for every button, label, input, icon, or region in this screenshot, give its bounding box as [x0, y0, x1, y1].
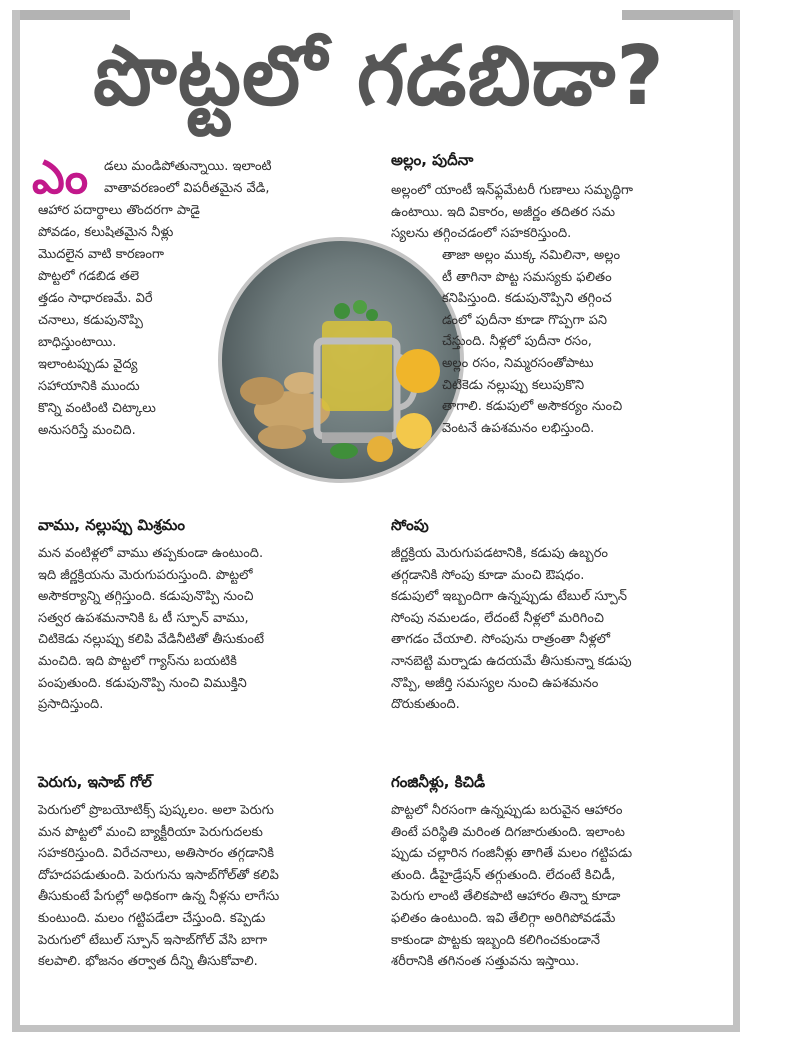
- ginger-root: [258, 425, 306, 449]
- body-line: ప్రసాదిస్తుంది.: [38, 697, 104, 713]
- intro-line: ఆహార పదార్థాలు తొందరగా పాడై: [38, 203, 200, 218]
- body-line: తాగాలి. కడుపులో అసౌకర్యం నుంచి: [442, 399, 623, 415]
- body-line: పెరుగు లాంటి తేలికపాటి ఆహారం తిన్నా కూడా: [391, 889, 621, 905]
- body-line: జీర్ణక్రియ మెరుగుపడటానికి, కడుపు ఉబ్బరం: [391, 546, 608, 561]
- ginger-root: [240, 377, 284, 405]
- body-line: వెంటనే ఉపశమనం లభిస్తుంది.: [442, 420, 595, 436]
- intro-line: ఇలాంటప్పుడు వైద్య: [38, 357, 138, 372]
- intro-line: వాతావరణంలో విపరీతమైన వేడి,: [104, 181, 270, 196]
- body-line: సహకరిస్తుంది. విరేచనాలు, అతిసారం తగ్గడానికి: [38, 846, 274, 862]
- section-body-ginger-mint-wrap: [442, 245, 622, 439]
- section-body-curd-isabgol: [38, 800, 279, 973]
- section-body-ajwain-salt: [38, 543, 264, 716]
- tea-glass: [322, 321, 392, 411]
- intro-line: అనుసరిస్తే మంచిది.: [38, 423, 136, 438]
- body-line: నొప్పి, అజీర్తి సమస్యల నుంచి ఉపశమనం: [391, 675, 599, 691]
- body-line: పెరుగులో ప్రొబయోటిక్స్ పుష్కలం. అలా పెరుగు: [38, 803, 274, 818]
- section-title-fennel: సోంపు: [391, 516, 429, 534]
- mint-leaf: [353, 300, 367, 314]
- body-line: ఇది జీర్ణక్రియను మెరుగుపరుస్తుంది. పొట్టలో: [38, 567, 253, 583]
- body-line: అల్లంలో యాంటీ ఇన్‌ఫ్లమేటరీ గుణాలు సమృద్ధిగా: [391, 183, 633, 198]
- body-line: అసౌకర్యాన్ని తగ్గిస్తుంది. కడుపునొప్పి నుంచి: [38, 589, 254, 605]
- lemon-slice: [367, 436, 393, 462]
- body-line: తింటే పరిస్థితి మరింత దిగజారుతుంది. ఇలాంట: [391, 824, 625, 840]
- section-title-ginger-mint: అల్లం, పుదీనా: [391, 151, 474, 169]
- section-title-kanji-khichdi: గంజినీళ్లు, కిచిడీ: [391, 773, 486, 791]
- ginger-mint-tea-photo: [218, 237, 464, 483]
- intro-line: మొదలైన వాటి కారణంగా: [38, 247, 164, 262]
- section-body-kanji-khichdi: [391, 800, 632, 973]
- body-line: దొరుకుతుంది.: [391, 697, 460, 713]
- mint-leaf: [334, 303, 350, 319]
- intro-line: బాధిస్తుంటాయి.: [38, 335, 117, 350]
- body-line: పెరుగులో టేబుల్ స్పూన్ ఇసాబ్‌గోల్ వేసి బాగా: [38, 932, 268, 948]
- intro-line: పోవడం, కలుషితమైన నీళ్లు: [38, 225, 174, 240]
- body-line: నానబెట్టి మర్నాడు ఉదయమే తీసుకున్నా కడుపు: [391, 653, 632, 669]
- body-line: చిటికెడు నల్లుప్పు కలుపుకొని: [442, 377, 585, 393]
- body-line: కుంటుంది. మలం గట్టిపడేలా చేస్తుంది. కప్పెడు: [38, 910, 266, 926]
- body-line: పంపుతుంది. కడుపునొప్పి నుంచి విముక్తిని: [38, 675, 247, 691]
- lemon-slice: [396, 349, 440, 393]
- frame-right: [733, 10, 740, 1032]
- body-line: చేస్తుంది. నీళ్లలో పుదీనా రసం,: [442, 334, 592, 350]
- body-line: దోహదపడుతుంది. పెరుగును ఇసాబ్‌గోల్‌తో కలిపి: [38, 867, 279, 883]
- mint-leaf: [366, 309, 378, 321]
- lemon-slice: [396, 413, 432, 449]
- intro-line: కొన్ని వంటింటి చిట్కాలు: [38, 401, 156, 416]
- section-title-curd-isabgol: పెరుగు, ఇసాబ్ గోల్: [38, 773, 152, 791]
- body-line: చిటికెడు నల్లుప్పు కలిపి వేడినీటితో తీసుకుంటే: [38, 632, 265, 648]
- intro-line: సహాయానికి ముందు: [38, 379, 140, 394]
- body-line: సోంపు నమలడం, లేదంటే నీళ్లలో మరిగించి: [391, 610, 604, 626]
- body-line: సత్వర ఉపశమనానికి ఓ టీ స్పూన్ వాము,: [38, 610, 249, 626]
- drop-cap: ఎం: [32, 150, 89, 204]
- body-line: తగ్గడానికి సోంపు కూడా మంచి ఔషధం.: [391, 567, 585, 583]
- body-line: తాజా అల్లం ముక్క నమిలినా, అల్లం: [442, 248, 621, 263]
- section-body-ginger-mint: [391, 180, 633, 245]
- frame-top-right: [622, 10, 740, 20]
- body-line: ఫలితం ఉంటుంది. ఇవి తేలిగ్గా అరిగిపోవడమే: [391, 910, 616, 926]
- body-line: కనిపిస్తుంది. కడుపునొప్పిని తగ్గించ: [442, 291, 612, 307]
- intro-first-line: డలు మండిపోతున్నాయి. ఇలాంటి: [104, 159, 272, 174]
- body-line: తీసుకుంటే పేగుల్లో అధికంగా ఉన్న నీళ్లను లాగేసు: [38, 889, 280, 905]
- section-body-fennel: [391, 543, 632, 716]
- body-line: స్యలను తగ్గించడంలో సహకరిస్తుంది.: [391, 226, 572, 242]
- section-title-ajwain-salt: వాము, నల్లుప్పు మిశ్రమం: [38, 516, 185, 534]
- body-line: ఉంటాయి. ఇది వికారం, అజీర్ణం తదితర సమ: [391, 204, 615, 220]
- intro-line: చనాలు, కడుపునొప్పి: [38, 313, 143, 328]
- frame-bottom: [12, 1025, 740, 1032]
- intro-line: పొట్టలో గడబిడ తలె: [38, 269, 140, 284]
- frame-top-left: [12, 10, 130, 20]
- body-line: డంలో పుదీనా కూడా గొప్పగా పని: [442, 312, 607, 328]
- body-line: తాగడం చేయాలి. సోంపును రాత్రంతా నీళ్లలో: [391, 632, 611, 648]
- body-line: టీ తాగినా పొట్ట సమస్యకు ఫలితం: [442, 269, 612, 285]
- body-line: కడుపులో ఇబ్బందిగా ఉన్నప్పుడు టేబుల్ స్పూన్: [391, 589, 627, 605]
- body-line: మన పొట్టలో మంచి బ్యాక్టీరియా పెరుగుదలకు: [38, 824, 263, 840]
- frame-left: [12, 10, 20, 1032]
- mint-sprig: [330, 443, 358, 459]
- body-line: కాకుండా పొట్టకు ఇబ్బంది కలిగించకుండానే: [391, 932, 600, 948]
- intro-line: త్తడం సాధారణమే. విరే: [38, 291, 153, 306]
- body-line: మంచిది. ఇది పొట్టలో గ్యాస్‌ను బయటికి: [38, 653, 237, 669]
- body-line: ప్పుడు చల్లారిన గంజినీళ్లు తాగితే మలం గట్టిపడు: [391, 846, 633, 862]
- body-line: శరీరానికి తగినంత సత్తువను ఇస్తాయి.: [391, 954, 580, 970]
- body-line: మన వంటిళ్లలో వాము తప్పకుండా ఉంటుంది.: [38, 546, 264, 561]
- body-line: కలపాలి. భోజనం తర్వాత దీన్ని తీసుకోవాలి.: [38, 954, 258, 970]
- body-line: పొట్టలో నీరసంగా ఉన్నప్పుడు బరువైన ఆహారం: [391, 803, 623, 818]
- body-line: అల్లం రసం, నిమ్మరసంతోపాటు: [442, 355, 594, 371]
- body-line: తుంది. డీహైడ్రేషన్ తగ్గుతుంది. లేదంటే కిచిడీ,: [391, 867, 616, 883]
- headline: పొట్టలో గడబిడా?: [93, 29, 665, 124]
